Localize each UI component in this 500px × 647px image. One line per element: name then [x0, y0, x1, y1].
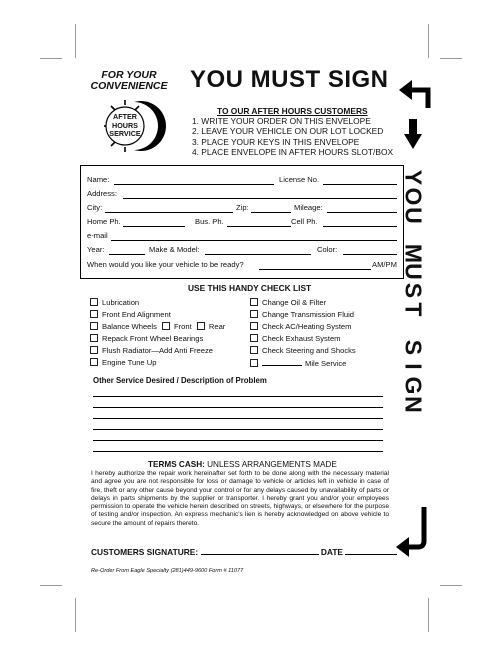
checkbox[interactable] — [90, 298, 98, 306]
side-letter: U — [400, 206, 427, 224]
mile-service-field[interactable] — [262, 358, 302, 366]
bent-arrow-bottom-icon — [394, 505, 434, 563]
checkbox[interactable] — [250, 322, 258, 330]
check-label: Balance Wheels — [102, 322, 157, 331]
convenience-line-2: CONVENIENCE — [90, 80, 168, 92]
mileage-field[interactable] — [327, 212, 397, 213]
check-label: Lubrication — [102, 298, 140, 307]
checkbox[interactable] — [90, 346, 98, 354]
customer-info-form — [80, 165, 404, 279]
check-steering-shocks[interactable] — [250, 346, 356, 355]
description-line[interactable] — [93, 429, 383, 430]
check-ac-heating[interactable] — [250, 322, 351, 331]
home-phone-label: Home Ph. — [87, 217, 121, 226]
year-field[interactable] — [109, 254, 145, 255]
business-phone-field[interactable] — [227, 226, 291, 227]
description-line[interactable] — [93, 451, 383, 452]
step-item: 1. WRITE YOUR ORDER ON THIS ENVELOPE — [192, 116, 371, 126]
signature-field[interactable] — [201, 546, 319, 555]
side-letter: Y — [400, 169, 427, 186]
ready-label: When would you like your vehicle to be ready? — [87, 260, 244, 269]
checkbox-front[interactable] — [162, 322, 170, 330]
check-label: Front End Alignment — [102, 310, 171, 319]
crop-mark — [75, 24, 76, 58]
checkbox[interactable] — [250, 346, 258, 354]
make-model-label: Make & Model: — [149, 245, 200, 254]
zip-field[interactable] — [251, 212, 291, 213]
check-label: Flush Radiator—Add Anti Freeze — [102, 346, 214, 355]
check-label: Check Steering and Shocks — [262, 346, 356, 355]
checkbox[interactable] — [250, 298, 258, 306]
check-label: Check Exhaust System — [262, 334, 341, 343]
description-line[interactable] — [93, 407, 383, 408]
address-field[interactable] — [123, 198, 397, 199]
page-title: YOU MUST SIGN — [190, 66, 389, 93]
checkbox[interactable] — [250, 310, 258, 318]
side-letter: S — [400, 283, 427, 299]
side-letter: N — [400, 395, 427, 413]
email-label: e-mail — [87, 231, 108, 240]
crop-mark — [440, 585, 462, 586]
date-label: DATE — [320, 547, 344, 557]
cell-phone-label: Cell Ph. — [291, 217, 318, 226]
make-model-field[interactable] — [205, 254, 311, 255]
ampm-label: AM/PM — [372, 260, 397, 269]
bent-arrow-icon — [396, 75, 434, 109]
side-letter: O — [400, 187, 427, 206]
form-row-vehicle — [87, 244, 397, 256]
zip-label: Zip: — [236, 203, 249, 212]
check-transmission[interactable] — [250, 310, 354, 319]
ready-time-field[interactable] — [259, 269, 371, 270]
description-line[interactable] — [93, 396, 383, 397]
checkbox[interactable] — [90, 358, 98, 366]
check-balance-wheels[interactable] — [90, 322, 225, 331]
check-lubrication[interactable] — [90, 298, 139, 307]
check-mile-service[interactable] — [250, 358, 346, 368]
check-wheel-bearings[interactable] — [90, 334, 203, 343]
check-tune-up[interactable] — [90, 358, 156, 367]
after-hours-title: TO OUR AFTER HOURS CUSTOMERS — [217, 106, 368, 116]
crop-mark — [440, 58, 462, 59]
form-row-name — [87, 174, 397, 186]
form-row-phones — [87, 216, 397, 228]
down-arrow-icon — [404, 119, 422, 149]
city-field[interactable] — [105, 212, 233, 213]
crop-mark — [75, 598, 76, 632]
rear-label: Rear — [208, 322, 226, 331]
check-label: Check AC/Heating System — [262, 322, 352, 331]
description-line[interactable] — [93, 418, 383, 419]
terms-bold: TERMS CASH: — [148, 460, 205, 469]
email-field[interactable] — [111, 240, 397, 241]
other-service-heading: Other Service Desired / Description of Problem — [93, 376, 267, 385]
mileage-label: Mileage: — [294, 203, 323, 212]
side-letter: M — [400, 243, 427, 263]
license-field[interactable] — [323, 184, 397, 185]
form-row-address — [87, 188, 397, 200]
form-row-email — [87, 230, 397, 242]
checkbox-rear[interactable] — [197, 322, 205, 330]
terms-rest: UNLESS ARRANGEMENTS MADE — [204, 460, 337, 469]
convenience-heading — [80, 70, 178, 92]
check-label: Repack Front Wheel Bearings — [102, 334, 204, 343]
side-letter: T — [400, 302, 427, 317]
signature-row — [91, 546, 397, 557]
cell-phone-field[interactable] — [323, 226, 397, 227]
checkbox[interactable] — [250, 334, 258, 342]
date-field[interactable] — [345, 546, 397, 555]
check-oil-filter[interactable] — [250, 298, 326, 307]
side-letter: G — [400, 376, 427, 395]
check-flush-radiator[interactable] — [90, 346, 213, 355]
check-exhaust[interactable] — [250, 334, 341, 343]
front-label: Front — [174, 322, 192, 331]
crop-mark — [40, 58, 62, 59]
checklist-title: USE THIS HANDY CHECK LIST — [188, 283, 312, 293]
color-label: Color: — [317, 245, 338, 254]
signature-label: CUSTOMERS SIGNATURE: — [91, 547, 199, 557]
crop-mark — [428, 24, 429, 58]
checkbox[interactable] — [90, 310, 98, 318]
reorder-note: Re-Order From Eagle Specialty (281)449-9600 Form # 11077 — [91, 568, 244, 574]
license-label: License No. — [279, 175, 320, 184]
crop-mark — [40, 585, 62, 586]
form-row-city — [87, 202, 397, 214]
convenience-line-1: FOR YOUR — [101, 69, 157, 81]
year-label: Year: — [87, 245, 105, 254]
side-letter: S — [400, 339, 427, 356]
checkbox[interactable] — [250, 359, 258, 367]
check-label: Engine Tune Up — [102, 358, 157, 367]
crop-mark — [428, 598, 429, 632]
check-label: Change Transmission Fluid — [262, 310, 355, 319]
checkbox[interactable] — [90, 322, 98, 330]
terms-heading — [148, 460, 337, 469]
terms-body: I hereby authorize the repair work hereinafter set forth to be done along with the necessary material and agree you are not responsible for loss or damage to vehicle or articles left in vehicle in case of fire, theft or any other cause beyond your control or for any delays caused by unavailability of parts or delays in parts shipments by the supplier or transporter. I hereby grant you and/or your employees permission to operate the vehicle herein described on streets, highways, or elsewhere for the purpose of testing and/or inspection. An express mechanic's lien is hereby acknowledged on above vehicle to secure the amount of repairs thereto. — [91, 470, 389, 527]
check-alignment[interactable] — [90, 310, 171, 319]
form-row-ready — [87, 259, 397, 271]
side-letter: U — [400, 263, 427, 281]
side-letter: I — [400, 363, 427, 370]
step-item: 2. LEAVE YOUR VEHICLE ON OUR LOT LOCKED — [192, 126, 384, 137]
moon-text-line: HOURS — [112, 120, 138, 130]
home-phone-field[interactable] — [123, 226, 185, 227]
after-hours-steps — [192, 116, 393, 158]
color-field[interactable] — [343, 254, 397, 255]
name-field[interactable] — [114, 184, 274, 185]
business-phone-label: Bus. Ph. — [195, 217, 224, 226]
step-item: 4. PLACE ENVELOPE IN AFTER HOURS SLOT/BOX — [192, 147, 394, 158]
check-label: Mile Service — [305, 359, 347, 368]
description-line[interactable] — [93, 440, 383, 441]
moon-text — [107, 113, 143, 139]
city-label: City: — [87, 203, 103, 212]
checkbox[interactable] — [90, 334, 98, 342]
address-label: Address: — [87, 189, 117, 198]
step-item: 3. PLACE YOUR KEYS IN THIS ENVELOPE — [192, 136, 360, 147]
after-hours-moon-logo — [100, 96, 166, 158]
check-label: Change Oil & Filter — [262, 298, 327, 307]
name-label: Name: — [87, 175, 110, 184]
moon-text-line: AFTER — [113, 112, 137, 121]
moon-text-line: SERVICE — [109, 129, 141, 139]
